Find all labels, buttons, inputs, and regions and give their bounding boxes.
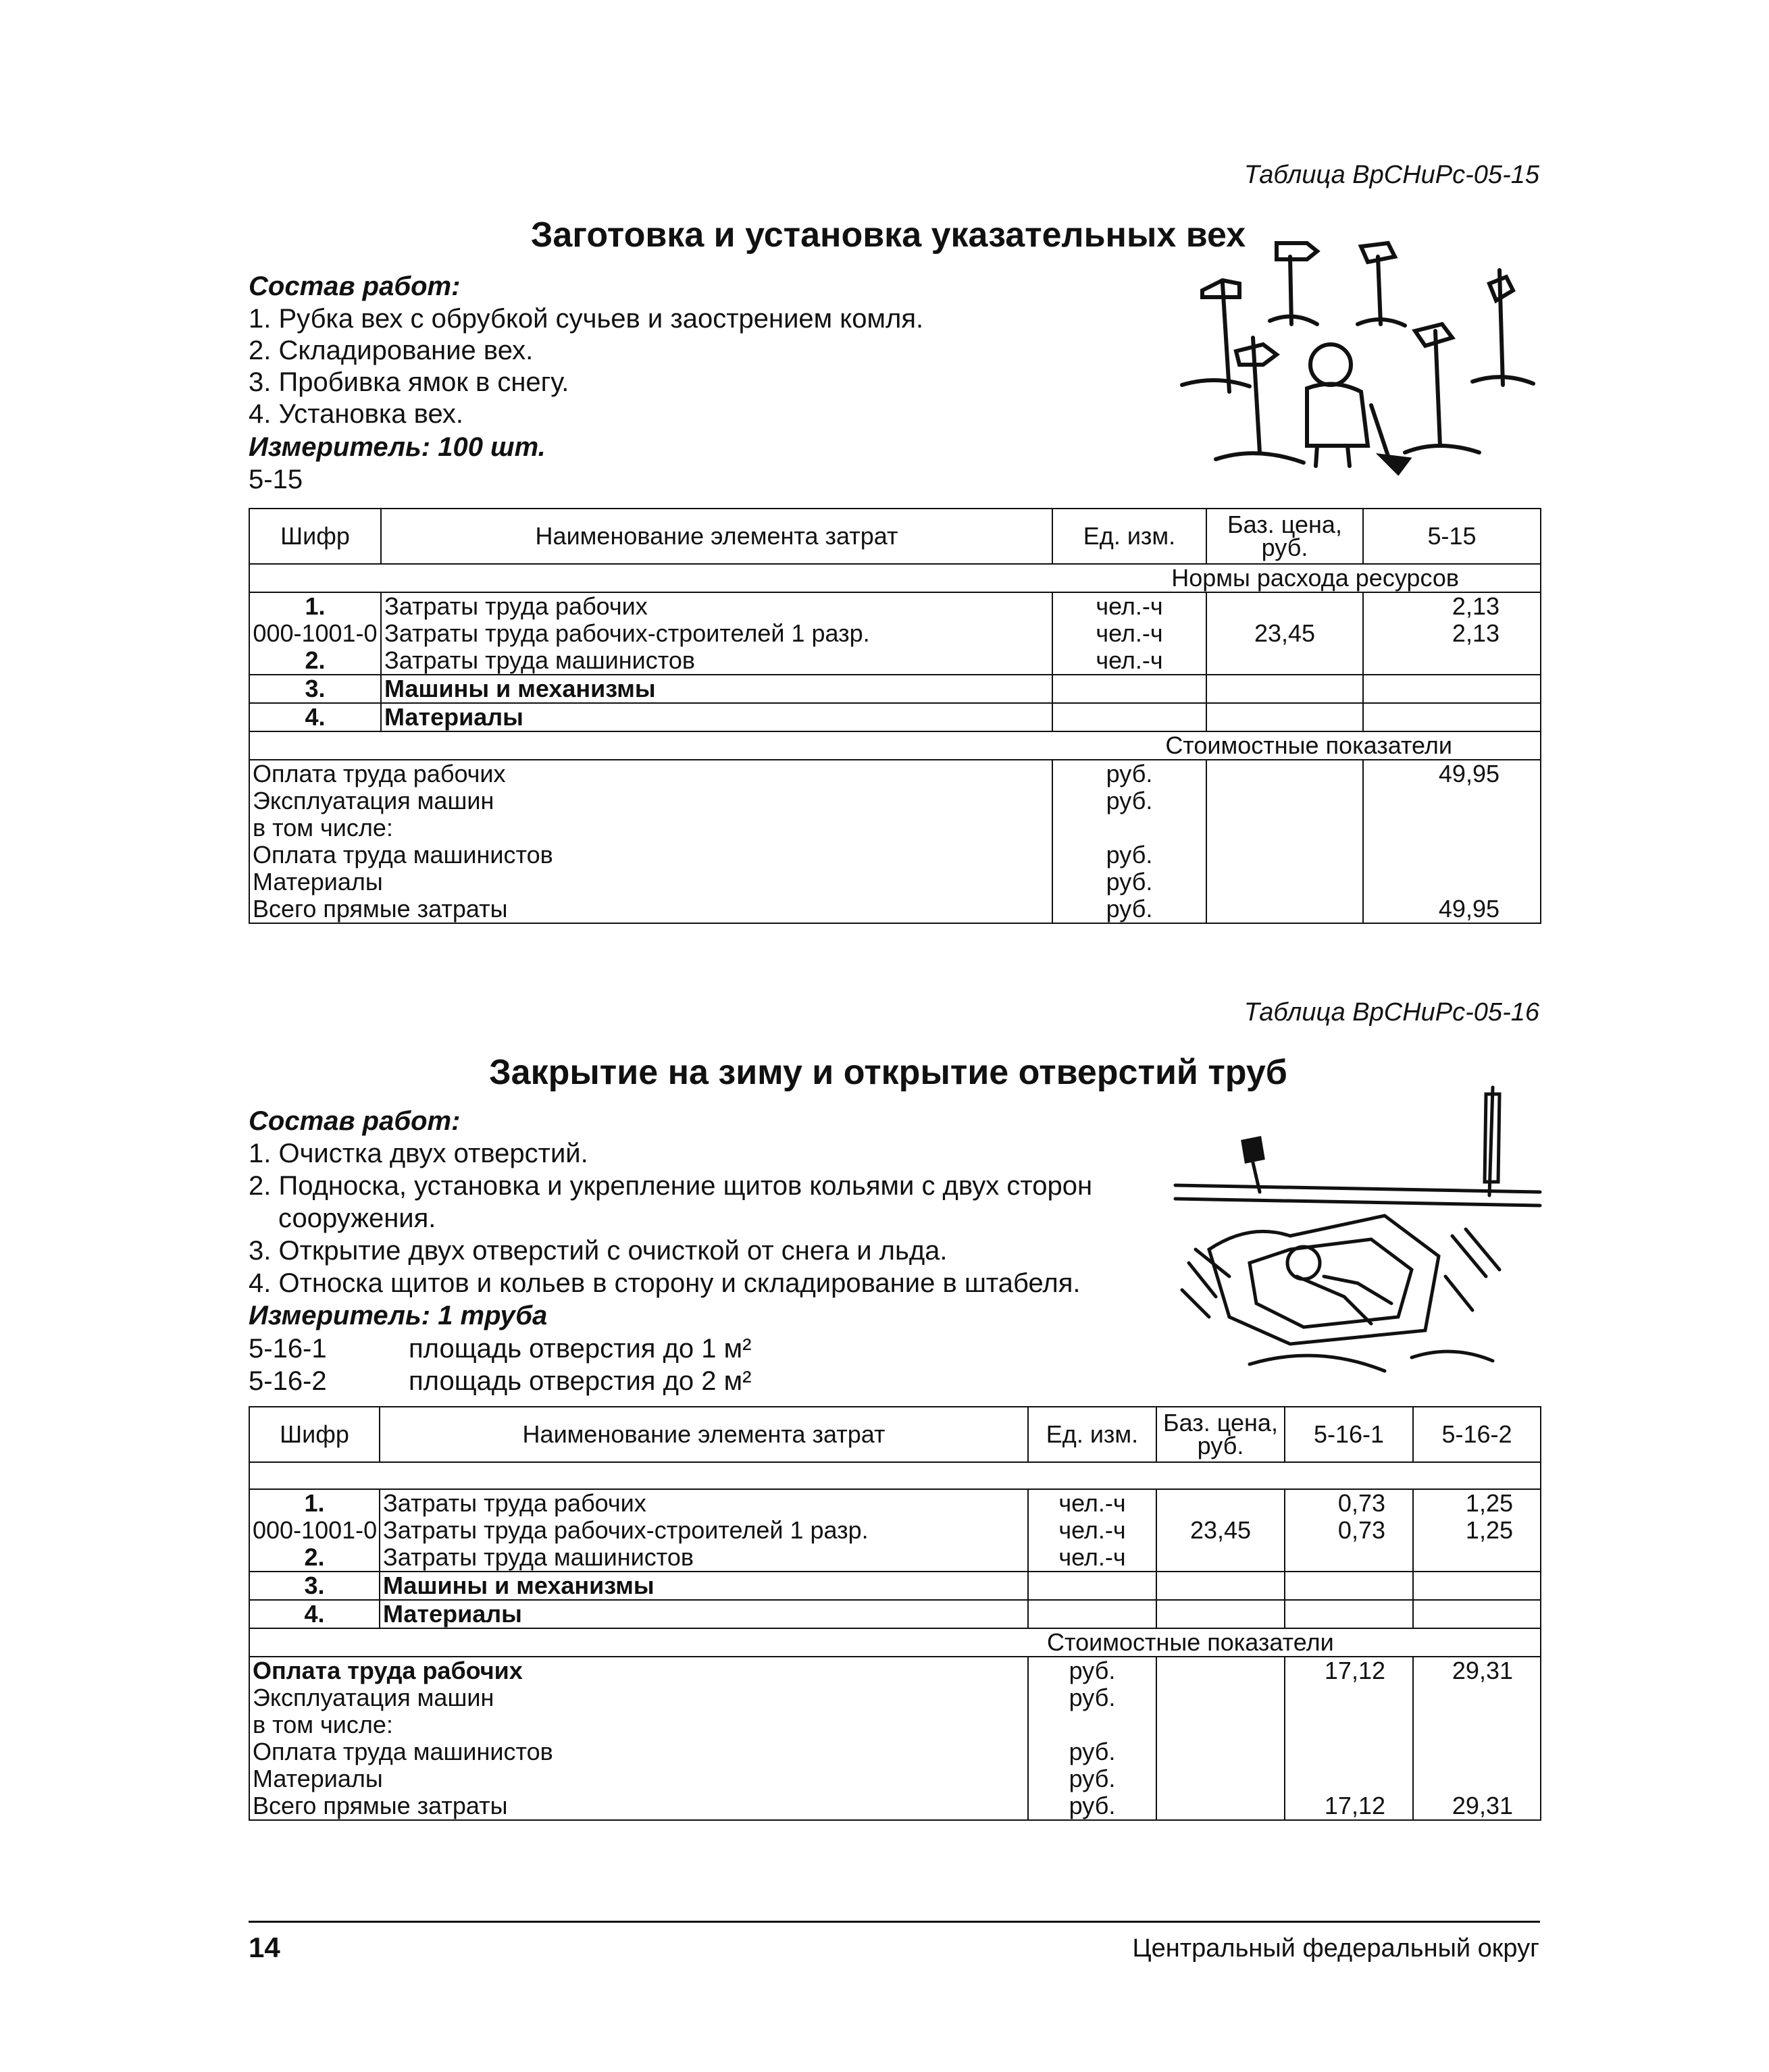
row-name: Затраты труда машинистов — [381, 647, 1052, 675]
header-code: Шифр — [249, 509, 381, 564]
header-norm: 5-16-2 — [1413, 1407, 1541, 1462]
cost-value: 17,12 — [1285, 1792, 1413, 1820]
cost-unit: руб. — [1052, 760, 1206, 787]
row-price: 23,45 — [1156, 1517, 1285, 1544]
cost-unit — [1028, 1711, 1156, 1738]
table-row — [249, 1572, 1541, 1600]
work-step: сооружения. — [278, 1203, 436, 1233]
norm-code: 5-16-1 — [249, 1334, 327, 1364]
row-value — [1363, 647, 1541, 675]
table-reference: Таблица ВрСНиРс-05-15 — [1244, 161, 1539, 189]
table-row — [249, 1489, 1541, 1517]
row-code: 3. — [249, 675, 381, 703]
row-unit: чел.-ч — [1052, 647, 1206, 675]
work-step: 1. Очистка двух отверстий. — [249, 1139, 588, 1168]
cost-value — [1363, 814, 1541, 841]
pipe-opening-illustration — [1169, 1074, 1547, 1391]
cost-value — [1363, 841, 1541, 869]
row-unit: чел.-ч — [1052, 592, 1206, 620]
row-unit — [1028, 1572, 1156, 1600]
cost-row — [249, 1738, 1541, 1765]
header-price: Баз. цена, руб. — [1206, 509, 1363, 564]
composition-label: Состав работ: — [249, 1106, 461, 1136]
row-unit — [1052, 703, 1206, 731]
row-value — [1285, 1572, 1413, 1600]
row-code: 3. — [249, 1572, 380, 1600]
row-value — [1413, 1572, 1541, 1600]
table-header-row — [249, 509, 1541, 564]
row-price — [1206, 703, 1363, 731]
table-row — [249, 703, 1541, 731]
row-value — [1413, 1600, 1541, 1628]
cost-value: 17,12 — [1285, 1657, 1413, 1684]
row-code: 2. — [249, 1544, 380, 1572]
header-unit: Ед. изм. — [1028, 1407, 1156, 1462]
header-price: Баз. цена, руб. — [1156, 1407, 1285, 1462]
header-unit: Ед. изм. — [1052, 509, 1206, 564]
cost-value: 29,31 — [1413, 1792, 1541, 1820]
row-code: 1. — [249, 1489, 380, 1517]
row-name: Затраты труда машинистов — [380, 1544, 1028, 1572]
norm-code: 5-15 — [249, 465, 303, 494]
row-price — [1206, 647, 1363, 675]
table-row — [249, 1600, 1541, 1628]
cost-row — [249, 896, 1541, 923]
row-code: 2. — [249, 647, 381, 675]
section-title: Заготовка и установка указательных вех — [530, 215, 1246, 255]
row-value — [1285, 1600, 1413, 1628]
section-cost: Стоимостные показатели — [249, 1628, 1541, 1657]
row-name: Затраты труда рабочих-строителей 1 разр. — [381, 620, 1052, 647]
row-unit: чел.-ч — [1028, 1544, 1156, 1572]
table-row — [249, 592, 1541, 620]
section-title: Закрытие на зиму и открытие отверстий труб — [489, 1053, 1287, 1092]
norm-code-description: площадь отверстия до 2 м² — [409, 1366, 752, 1396]
footer-divider — [249, 1921, 1540, 1923]
cost-unit: руб. — [1052, 841, 1206, 869]
work-step: 2. Подноска, установка и укрепление щитов кольями с двух сторон — [249, 1171, 1093, 1201]
cost-unit: руб. — [1028, 1738, 1156, 1765]
page-number: 14 — [249, 1932, 280, 1963]
row-code: 000-1001-0 — [249, 620, 381, 647]
row-name: Затраты труда рабочих — [380, 1489, 1028, 1517]
cost-value: 49,95 — [1363, 760, 1541, 787]
norm-code-description: площадь отверстия до 1 м² — [409, 1334, 752, 1364]
row-value — [1363, 703, 1541, 731]
cost-name: Оплата труда машинистов — [249, 1738, 1028, 1765]
cost-name: в том числе: — [249, 814, 1052, 841]
row-unit: чел.-ч — [1052, 620, 1206, 647]
row-unit: чел.-ч — [1028, 1517, 1156, 1544]
header-norm: 5-16-1 — [1285, 1407, 1413, 1462]
row-value — [1413, 1544, 1541, 1572]
table-header-row — [249, 1407, 1541, 1462]
cost-unit: руб. — [1052, 869, 1206, 896]
cost-row — [249, 1792, 1541, 1820]
cost-value — [1285, 1684, 1413, 1711]
measure-unit: Измеритель: 1 труба — [249, 1301, 548, 1330]
table-row — [249, 620, 1541, 647]
row-value: 1,25 — [1413, 1489, 1541, 1517]
header-name: Наименование элемента затрат — [381, 509, 1052, 564]
table-reference: Таблица ВрСНиРс-05-16 — [1244, 998, 1539, 1027]
table-row — [249, 1517, 1541, 1544]
cost-value — [1363, 787, 1541, 814]
row-unit: чел.-ч — [1028, 1489, 1156, 1517]
cost-unit: руб. — [1028, 1684, 1156, 1711]
row-value: 0,73 — [1285, 1489, 1413, 1517]
cost-name: Материалы — [249, 869, 1052, 896]
cost-row — [249, 814, 1541, 841]
work-step: 1. Рубка вех с обрубкой сучьев и заострением комля. — [249, 304, 924, 334]
row-price: 23,45 — [1206, 620, 1363, 647]
cost-row — [249, 1765, 1541, 1792]
cost-name: Эксплуатация машин — [249, 1684, 1028, 1711]
cost-row — [249, 1711, 1541, 1738]
row-name: Затраты труда рабочих-строителей 1 разр. — [380, 1517, 1028, 1544]
row-price — [1156, 1544, 1285, 1572]
row-name: Материалы — [381, 703, 1052, 731]
work-step: 2. Складирование вех. — [249, 336, 534, 365]
cost-name: Оплата труда рабочих — [249, 760, 1052, 787]
header-norm: 5-15 — [1363, 509, 1541, 564]
header-name: Наименование элемента затрат — [380, 1407, 1028, 1462]
work-step: 4. Относка щитов и кольев в сторону и складирование в штабеля. — [249, 1268, 1081, 1298]
footer-region: Центральный федеральный округ — [1132, 1934, 1539, 1963]
row-value: 1,25 — [1413, 1517, 1541, 1544]
measure-unit: Измеритель: 100 шт. — [249, 432, 546, 462]
section-norms: Нормы расхода ресурсов — [249, 564, 1541, 592]
cost-name: Всего прямые затраты — [249, 896, 1052, 923]
cost-name: Оплата труда рабочих — [249, 1657, 1028, 1684]
cost-row — [249, 841, 1541, 869]
cost-unit — [1052, 814, 1206, 841]
cost-unit: руб. — [1052, 896, 1206, 923]
row-price — [1156, 1489, 1285, 1517]
row-value: 0,73 — [1285, 1517, 1413, 1544]
cost-row — [249, 760, 1541, 787]
resource-norms-table — [249, 508, 1541, 924]
row-value: 2,13 — [1363, 620, 1541, 647]
section-cost: Стоимостные показатели — [249, 731, 1541, 760]
row-code: 4. — [249, 703, 381, 731]
row-unit — [1028, 1600, 1156, 1628]
cost-row — [249, 1684, 1541, 1711]
norm-code: 5-16-2 — [249, 1366, 327, 1396]
row-code: 000-1001-0 — [249, 1517, 380, 1544]
row-code: 1. — [249, 592, 381, 620]
table-row — [249, 675, 1541, 703]
cost-value — [1413, 1738, 1541, 1765]
row-code: 4. — [249, 1600, 380, 1628]
row-name: Материалы — [380, 1600, 1028, 1628]
cost-unit: руб. — [1052, 787, 1206, 814]
row-unit — [1052, 675, 1206, 703]
cost-value — [1285, 1765, 1413, 1792]
cost-unit: руб. — [1028, 1765, 1156, 1792]
table-row — [249, 1544, 1541, 1572]
section-spacer — [249, 1462, 1541, 1489]
signposts-illustration — [1175, 230, 1540, 486]
row-price — [1206, 592, 1363, 620]
row-value: 2,13 — [1363, 592, 1541, 620]
row-value — [1363, 675, 1541, 703]
work-step: 4. Установка вех. — [249, 399, 463, 429]
row-value — [1285, 1544, 1413, 1572]
row-price — [1156, 1600, 1285, 1628]
cost-row — [249, 869, 1541, 896]
row-price — [1206, 675, 1363, 703]
cost-value: 29,31 — [1413, 1657, 1541, 1684]
cost-unit: руб. — [1028, 1792, 1156, 1820]
row-name: Затраты труда рабочих — [381, 592, 1052, 620]
cost-name: Материалы — [249, 1765, 1028, 1792]
cost-value — [1413, 1765, 1541, 1792]
cost-value — [1285, 1711, 1413, 1738]
work-step: 3. Открытие двух отверстий с очисткой от снега и льда. — [249, 1236, 948, 1266]
cost-name: Эксплуатация машин — [249, 787, 1052, 814]
cost-value — [1413, 1684, 1541, 1711]
resource-norms-table — [249, 1406, 1541, 1821]
row-name: Машины и механизмы — [380, 1572, 1028, 1600]
row-price — [1156, 1572, 1285, 1600]
cost-unit: руб. — [1028, 1657, 1156, 1684]
cost-name: Оплата труда машинистов — [249, 841, 1052, 869]
cost-name: в том числе: — [249, 1711, 1028, 1738]
table-row — [249, 647, 1541, 675]
work-step: 3. Пробивка ямок в снегу. — [249, 367, 569, 397]
composition-label: Состав работ: — [249, 271, 461, 301]
cost-value — [1363, 869, 1541, 896]
cost-row — [249, 787, 1541, 814]
cost-value — [1413, 1711, 1541, 1738]
cost-name: Всего прямые затраты — [249, 1792, 1028, 1820]
cost-value: 49,95 — [1363, 896, 1541, 923]
cost-value — [1285, 1738, 1413, 1765]
row-name: Машины и механизмы — [381, 675, 1052, 703]
header-code: Шифр — [249, 1407, 380, 1462]
cost-row — [249, 1657, 1541, 1684]
